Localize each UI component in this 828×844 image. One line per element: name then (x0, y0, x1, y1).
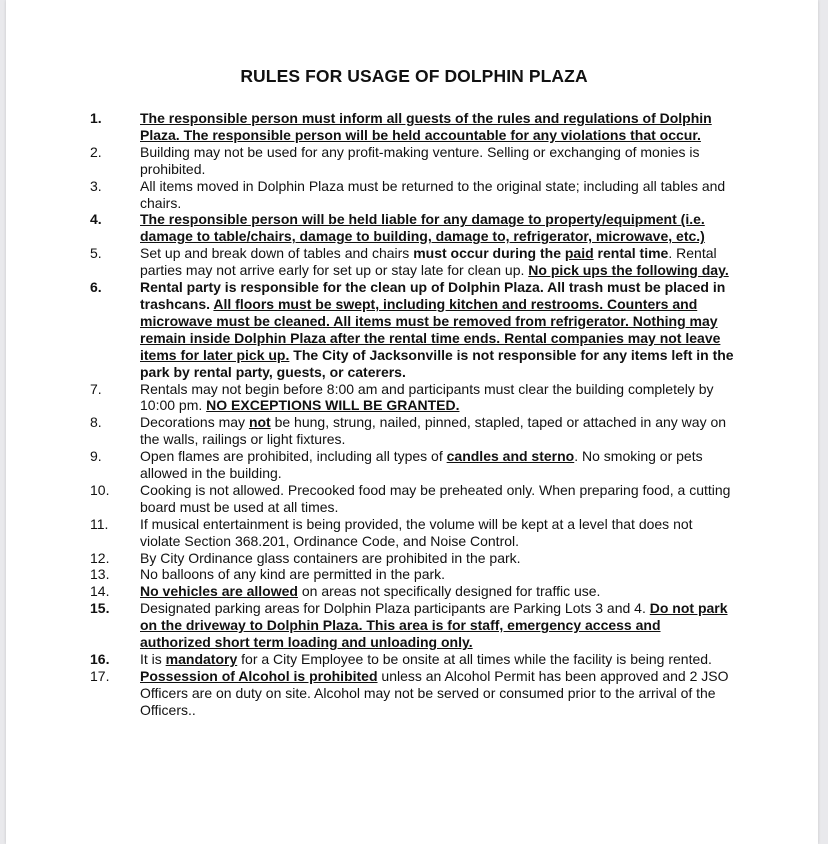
rule-item (6, 211, 818, 245)
rule-text-segment: Set up and break down of tables and chairs (140, 245, 414, 262)
rule-item (6, 381, 818, 415)
rule-text (140, 448, 734, 482)
rule-text-segment: If musical entertainment is being provided, the volume will be kept at a level that does not violate Section 368.201, Ordinance Code, and Noise Control. (140, 515, 693, 549)
rule-number: 2. (90, 143, 102, 160)
rule-item (6, 245, 818, 279)
rule-number: 5. (90, 245, 102, 262)
rule-item (6, 110, 818, 144)
rule-text (140, 550, 734, 567)
rule-text (140, 110, 734, 144)
rule-text-segment: Do not park on the driveway to Dolphin Plaza. This area is for staff, emergency access and authorized short term loading and unloading only. (140, 600, 728, 651)
rule-number: 8. (90, 414, 102, 431)
rule-text-segment: It is (140, 651, 166, 667)
rule-text-segment: Decorations may (140, 414, 249, 431)
rule-text-segment: . No smoking or pets allowed in the building. (140, 448, 703, 482)
rule-text (140, 381, 734, 415)
rule-text (140, 482, 734, 516)
rule-text (140, 414, 734, 448)
rule-text-segment: The City of Jacksonville is not responsible for any items left in the park by rental party, guests, or caterers. (140, 346, 734, 380)
rule-text-segment: Possession of Alcohol is prohibited (140, 667, 378, 684)
rule-text-segment: Open flames are prohibited, including all types of (140, 448, 447, 465)
rule-text-segment: unless an Alcohol Permit has been approved and 2 JSO Officers are on duty on site. Alcohol may not be served or consumed prior to the arrival of the Officers.. (140, 667, 729, 718)
rule-item (6, 178, 818, 212)
rule-item (6, 482, 818, 516)
rule-number: 7. (90, 380, 102, 397)
rule-number: 6. (90, 279, 102, 296)
rules-list (6, 110, 818, 719)
rule-text-segment: The responsible person must inform all guests of the rules and regulations of Dolphin Plaza. The responsible person will be held accountable for any violations that occur. (140, 110, 712, 143)
rule-text-segment: The responsible person will be held liable for any damage to property/equipment (i.e. damage to table/chairs, damage to building, damage to, refrigerator, microwave, etc.) (140, 211, 705, 245)
rule-text (140, 178, 734, 212)
rule-text-segment: By City Ordinance glass containers are prohibited in the park. (140, 549, 521, 566)
rule-text-segment: Rentals may not begin before 8:00 am and participants must clear the building completely by 10:00 pm. (140, 380, 714, 414)
rule-number: 10. (90, 481, 110, 498)
rule-text-segment: Building may not be used for any profit-making venture. Selling or exchanging of monies is prohibited. (140, 143, 700, 177)
rule-text-segment: Designated parking areas for Dolphin Plaza participants are Parking Lots 3 and 4. (140, 600, 650, 617)
document-page (6, 0, 818, 844)
rule-text-segment: rental time (593, 245, 669, 262)
rule-item (6, 600, 818, 651)
rule-text-segment: on areas not specifically designed for traffic use. (297, 583, 601, 600)
rule-text-segment: Rental party is responsible for the clean up of Dolphin Plaza. All trash must be placed in trashcans. (140, 279, 726, 312)
rule-text-segment: not (248, 414, 271, 431)
rule-number: 15. (90, 600, 110, 617)
rule-number: 17. (90, 667, 110, 684)
rule-text-segment: All items moved in Dolphin Plaza must be returned to the original state; including all tables and chairs. (140, 177, 726, 211)
rule-text (140, 583, 734, 600)
rule-text-segment: be hung, strung, nailed, pinned, stapled, taped or attached in any way on the walls, railings or light fixtures. (140, 414, 727, 448)
rule-number: 11. (90, 515, 109, 532)
rule-number: 13. (90, 566, 110, 583)
rule-item (6, 566, 818, 583)
rule-text-segment: mandatory (165, 651, 238, 667)
rule-item (6, 583, 818, 600)
rule-number: 1. (90, 110, 102, 126)
rule-text-segment: No pick ups the following day. (528, 262, 729, 279)
rule-item (6, 651, 818, 668)
rule-text-segment: paid (564, 245, 594, 262)
rule-number: 4. (90, 211, 102, 228)
rule-text (140, 144, 734, 178)
rule-number: 9. (90, 448, 102, 465)
rule-item (6, 279, 818, 380)
rule-item (6, 668, 818, 719)
rule-number: 3. (90, 177, 102, 194)
rule-text-segment: must occur during the (413, 245, 565, 262)
rule-text (140, 211, 734, 245)
rule-text-segment: candles and sterno (446, 448, 575, 465)
rule-text-segment: No balloons of any kind are permitted in the park. (140, 566, 446, 583)
rule-text-segment: No vehicles are allowed (140, 583, 298, 600)
rule-text-segment: . Rental parties may not arrive early for set up or stay late for clean up. (140, 245, 717, 279)
rule-item (6, 144, 818, 178)
rule-text-segment: NO EXCEPTIONS WILL BE GRANTED. (206, 397, 460, 414)
rule-item (6, 448, 818, 482)
rule-text (140, 668, 734, 719)
document-title: RULES FOR USAGE OF DOLPHIN PLAZA (240, 66, 588, 86)
rule-text (140, 566, 734, 583)
rule-item (6, 550, 818, 567)
rule-text (140, 279, 734, 380)
rule-number: 12. (90, 549, 110, 566)
rule-text-segment: Cooking is not allowed. Precooked food may be preheated only. When preparing food, a cutting board must be used at all times. (140, 481, 731, 515)
rule-text (140, 651, 734, 668)
rule-text-segment: for a City Employee to be onsite at all times while the facility is being rented. (237, 651, 712, 667)
rule-number: 14. (90, 583, 110, 600)
rule-text-segment: All floors must be swept, including kitchen and restrooms. Counters and microwave must be cleaned. All items must be removed from refrigerator. Nothing may remain inside Dolphin Plaza after the rental time ends. Rental companies may not leave items for later pick up. (140, 295, 721, 363)
rule-item (6, 516, 818, 550)
rule-text (140, 245, 734, 279)
rule-text (140, 600, 734, 651)
rule-number: 16. (90, 651, 110, 667)
rule-text (140, 516, 734, 550)
rule-item (6, 414, 818, 448)
